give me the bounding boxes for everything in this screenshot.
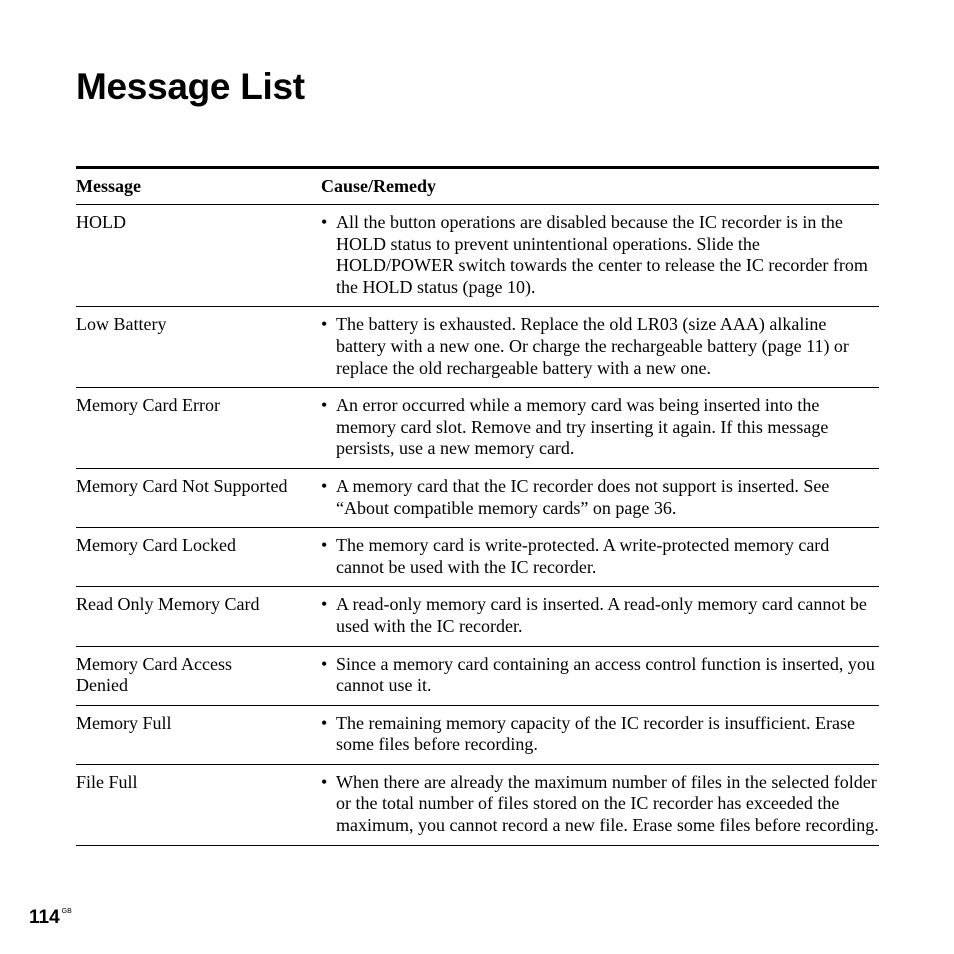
message-table	[76, 166, 879, 846]
message-cell: Memory Card Not Supported	[76, 475, 288, 496]
remedy-text: The memory card is write-protected. A write-protected memory card cannot be used with the IC recorder.	[336, 535, 830, 577]
page-number-value: 114	[29, 907, 60, 928]
table-row	[76, 388, 879, 469]
remedy-text: An error occurred while a memory card was being inserted into the memory card slot. Remove and try inserting it again. If this message persists, use a new memory card.	[336, 395, 829, 459]
cause-cell	[321, 307, 879, 387]
cause-cell	[321, 647, 879, 705]
cause-cell	[321, 765, 879, 845]
message-line: Denied	[76, 675, 128, 696]
table-row	[76, 469, 879, 528]
message-cell: Memory Full	[76, 712, 172, 733]
bullet: •	[321, 475, 328, 496]
remedy-text: All the button operations are disabled because the IC recorder is in the HOLD status to prevent unintentional operations. Slide the HOLD/POWER switch towards the center to release the IC recorder from the HOLD status (page 10).	[336, 212, 868, 297]
table-row	[76, 205, 879, 307]
remedy-text: A read-only memory card is inserted. A read-only memory card cannot be used with the IC recorder.	[336, 594, 867, 636]
header-cause-remedy: Cause/Remedy	[321, 175, 436, 196]
bullet: •	[321, 653, 328, 674]
cause-cell	[321, 205, 879, 306]
remedy-text: A memory card that the IC recorder does not support is inserted. See “About compatible memory cards” on page 36.	[336, 475, 830, 518]
cause-cell	[321, 587, 879, 645]
remedy-text: When there are already the maximum number of files in the selected folder or the total number of files stored on the IC recorder has exceeded the maximum, you cannot record a new file. Erase some files before recording.	[336, 771, 879, 836]
header-message: Message	[76, 175, 141, 196]
cause-cell	[321, 388, 879, 468]
table-row	[76, 647, 879, 706]
bullet: •	[321, 535, 328, 556]
page-title: Message List	[76, 66, 305, 107]
message-cell: Memory Card Error	[76, 395, 220, 416]
cause-cell	[321, 528, 879, 586]
table-row	[76, 307, 879, 388]
bullet: •	[321, 771, 328, 792]
page-region-suffix: GB	[61, 908, 72, 915]
bullet: •	[321, 712, 328, 733]
cause-cell	[321, 706, 879, 764]
bullet: •	[321, 395, 328, 416]
table-row	[76, 528, 879, 587]
bullet: •	[321, 212, 328, 232]
cause-cell	[321, 469, 879, 527]
message-cell	[76, 647, 321, 705]
bullet: •	[321, 594, 328, 615]
table-row	[76, 587, 879, 646]
message-cell: Memory Card Locked	[76, 535, 236, 556]
remedy-text: The remaining memory capacity of the IC recorder is insufficient. Erase some files before recording.	[336, 712, 855, 755]
message-cell: File Full	[76, 771, 138, 792]
message-line: Memory Card Access	[76, 653, 232, 674]
message-cell: Low Battery	[76, 314, 167, 335]
table-row	[76, 765, 879, 846]
bullet: •	[321, 314, 328, 335]
remedy-text: The battery is exhausted. Replace the old LR03 (size AAA) alkaline battery with a new one. Or charge the rechargeable battery (page 11) or replace the old rechargeable battery with a new one.	[336, 314, 849, 378]
table-header-row	[76, 169, 879, 205]
page-number	[29, 907, 72, 929]
table-row	[76, 706, 879, 765]
remedy-text: Since a memory card containing an access control function is inserted, you cannot use it.	[336, 653, 875, 696]
message-cell: HOLD	[76, 212, 126, 232]
message-cell: Read Only Memory Card	[76, 594, 260, 615]
